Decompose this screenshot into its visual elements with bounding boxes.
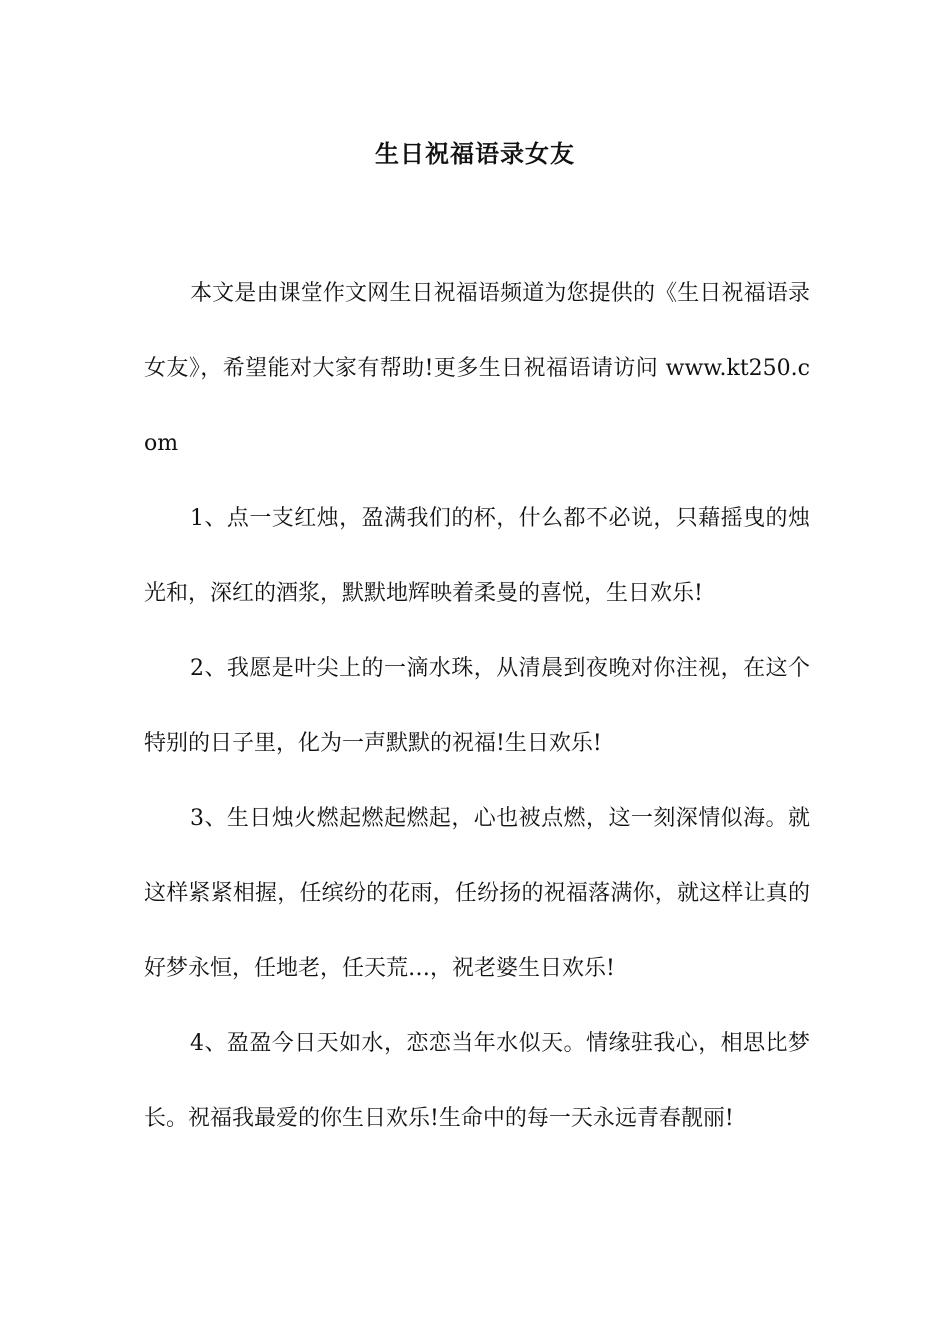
wish-paragraph-4: 4、盈盈今日天如水，恋恋当年水似天。情缘驻我心，相思比梦长。祝福我最爱的你生日欢乐!生命中的每一天永远青春靓丽!: [144, 1031, 810, 1131]
intro-paragraph: 本文是由课堂作文网生日祝福语频道为您提供的《生日祝福语录女友》，希望能对大家有帮助!更多生日祝福语请访问 www.kt250.com: [144, 281, 810, 456]
document-body: [144, 256, 810, 1156]
wish-paragraph-3: 3、生日烛火燃起燃起燃起，心也被点燃，这一刻深情似海。就这样紧紧相握，任缤纷的花雨，任纷扬的祝福落满你，就这样让真的好梦永恒，任地老，任天荒…，祝老婆生日欢乐!: [144, 806, 810, 981]
wish-paragraph-1: 1、点一支红烛，盈满我们的杯，什么都不必说，只藉摇曳的烛光和，深红的酒浆，默默地辉映着柔曼的喜悦，生日欢乐!: [144, 506, 810, 606]
document-title: 生日祝福语录女友: [375, 139, 575, 168]
wish-paragraph-2: 2、我愿是叶尖上的一滴水珠，从清晨到夜晚对你注视，在这个特别的日子里，化为一声默默的祝福!生日欢乐!: [144, 656, 810, 756]
